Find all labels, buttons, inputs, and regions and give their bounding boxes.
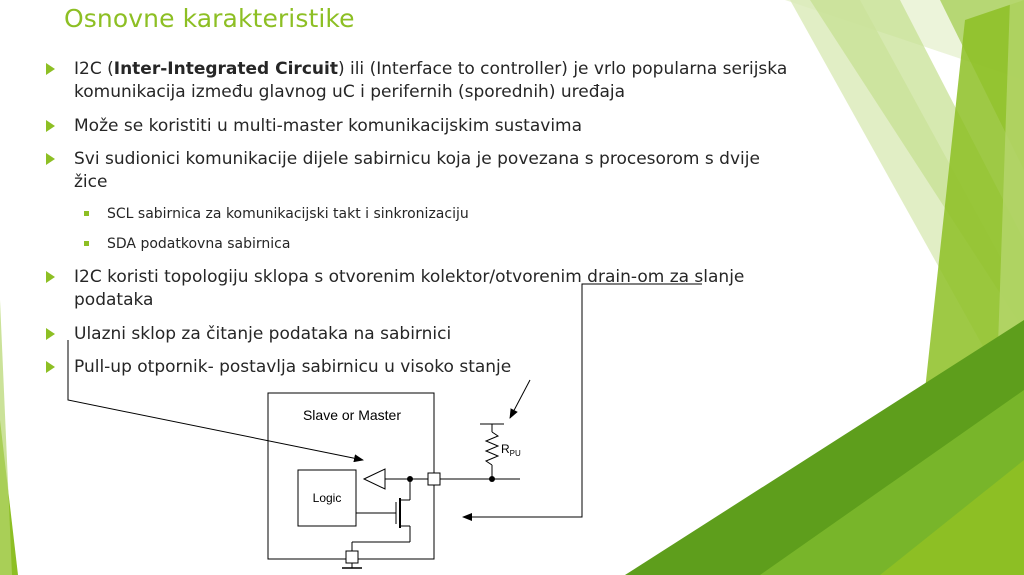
slide-title: Osnovne karakteristike: [64, 4, 355, 33]
device-box-label: Slave or Master: [302, 407, 402, 423]
resistor-label: $R_{PU}$: [501, 442, 521, 458]
bullet-text: Pull-up otpornik- postavlja sabirnicu u visoko stanje: [74, 357, 512, 377]
bullet-text: I2C koristi topologiju sklopa s otvorenim kolektor/otvorenim drain-om za slanje podataka: [74, 267, 745, 310]
pull-up-resistor: [486, 432, 498, 465]
io-pin: [428, 473, 440, 485]
bullet-text: Može se koristiti u multi-master komunikacijskim sustavima: [74, 116, 583, 136]
bullet-bold-text: Inter-Integrated Circuit: [113, 59, 338, 79]
sub-bullet-text: SCL sabirnica za komunikacijski takt i sinkronizaciju: [107, 206, 469, 222]
bullet-text: Svi sudionici komunikacije dijele sabirnicu koja je povezana s procesorom s dvije žice: [74, 149, 760, 192]
ground-pin: [346, 551, 358, 563]
input-buffer-icon: [364, 469, 385, 489]
logic-label: Logic: [312, 491, 342, 505]
bullet-text: I2C (: [74, 59, 114, 79]
sub-bullet-text: SDA podatkovna sabirnica: [107, 236, 291, 252]
arrow-to-input-buffer: [68, 340, 363, 460]
arrow-to-transistor: [463, 284, 702, 517]
bullet-text: ) ili (Interface to controller) je vrlo popularna serijska komunikacija između glavnog uC i perifernih (sporednih) uređaja: [74, 59, 788, 102]
bullet-text: Ulazni sklop za čitanje podataka na sabirnici: [74, 324, 452, 344]
arrow-to-resistor: [510, 380, 530, 418]
